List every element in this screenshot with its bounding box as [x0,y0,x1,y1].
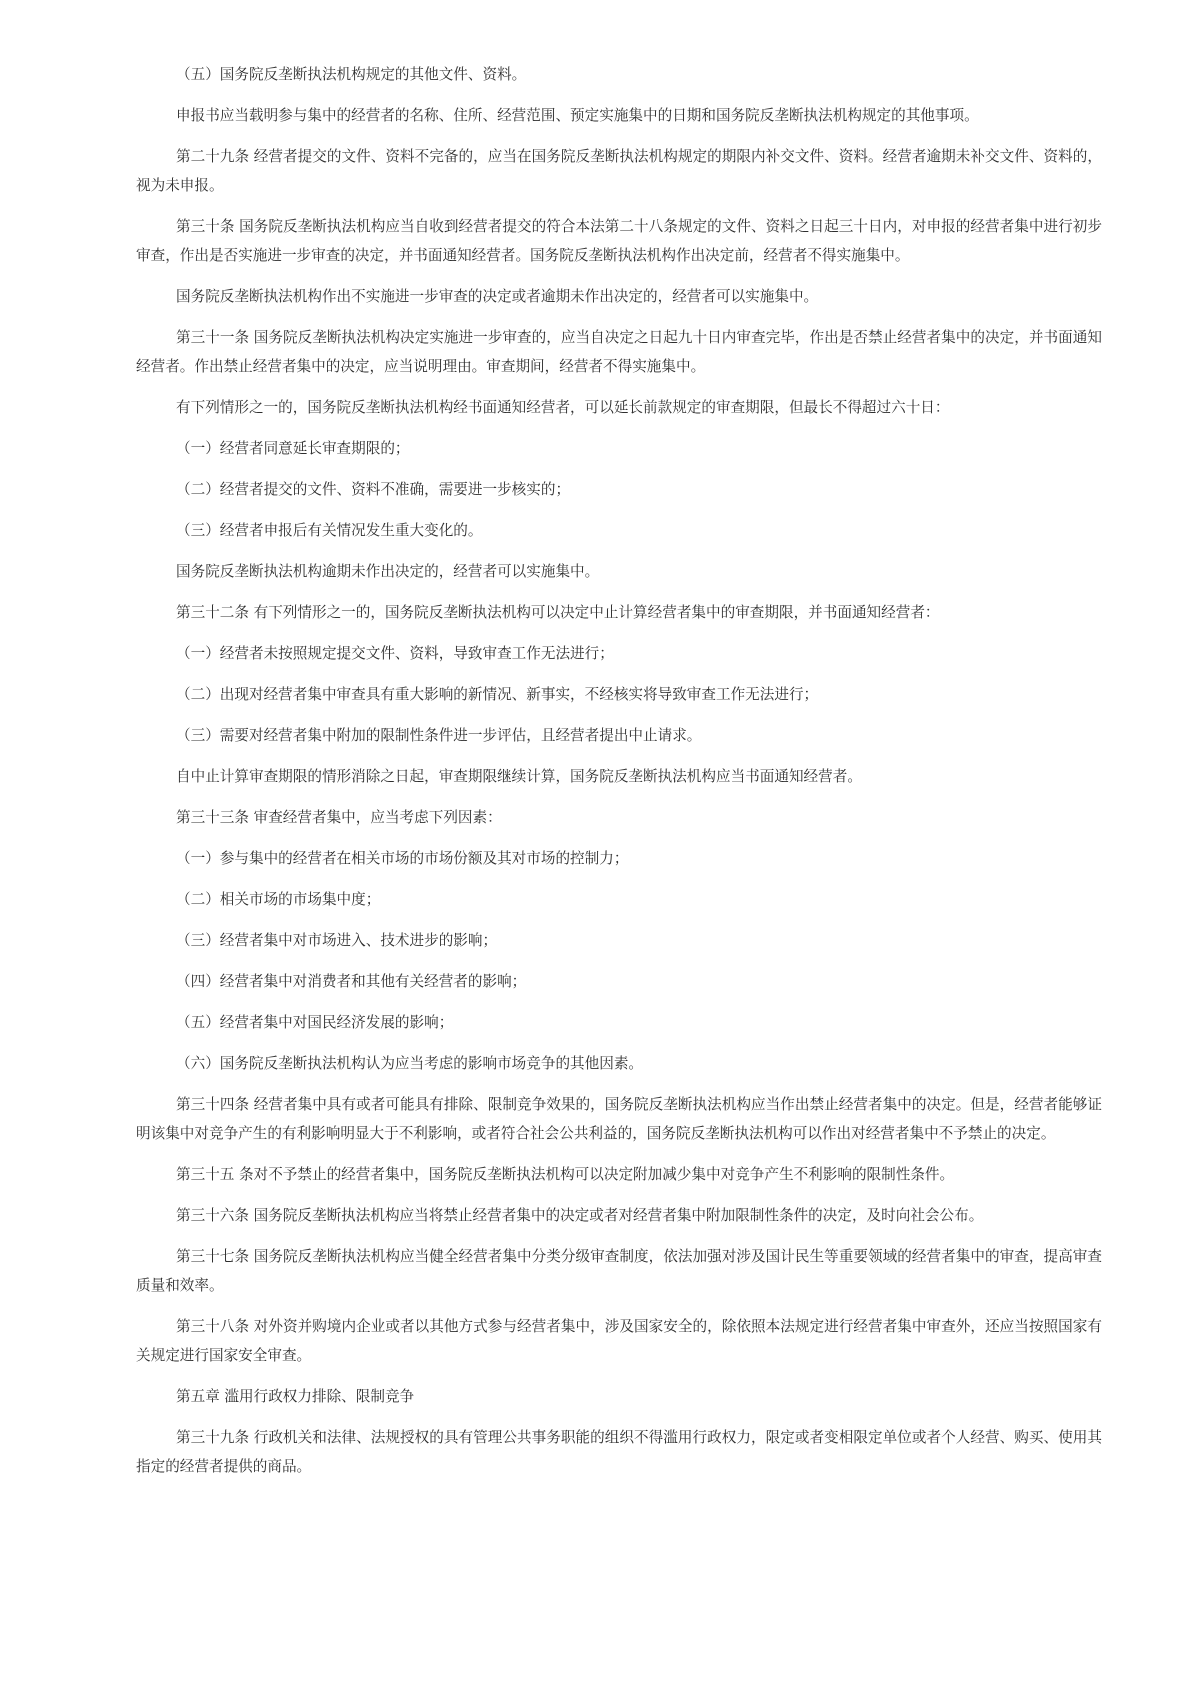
paragraph-article-31-3: 国务院反垄断执法机构逾期未作出决定的，经营者可以实施集中。 [176,563,600,580]
chapter-5-heading: 第五章 滥用行政权力排除、限制竞争 [176,1388,415,1405]
list-item-33-4: （四）经营者集中对消费者和其他有关经营者的影响； [176,973,527,990]
paragraph-article-31-2: 有下列情形之一的，国务院反垄断执法机构经书面通知经营者，可以延长前款规定的审查期限，但最长不得超过六十日： [176,399,950,416]
list-item-31-3: （三）经营者申报后有关情况发生重大变化的。 [176,522,483,539]
list-item-33-6: （六）国务院反垄断执法机构认为应当考虑的影响市场竞争的其他因素。 [176,1055,644,1072]
list-item-33-1: （一）参与集中的经营者在相关市场的市场份额及其对市场的控制力； [176,850,629,867]
article-39: 第三十九条 行政机关和法律、法规授权的具有管理公共事务职能的组织不得滥用行政权力，限定或者变相限定单位或者个人经营、购买、使用其指定的经营者提供的商品。 [136,1429,1102,1475]
list-item-32-3: （三）需要对经营者集中附加的限制性条件进一步评估，且经营者提出中止请求。 [176,727,702,744]
article-36: 第三十六条 国务院反垄断执法机构应当将禁止经营者集中的决定或者对经营者集中附加限制性条件的决定，及时向社会公布。 [176,1207,984,1224]
article-32: 第三十二条 有下列情形之一的，国务院反垄断执法机构可以决定中止计算经营者集中的审查期限，并书面通知经营者： [176,604,940,621]
paragraph-article-30-2: 国务院反垄断执法机构作出不实施进一步审查的决定或者逾期未作出决定的，经营者可以实施集中。 [176,288,819,305]
paragraph-article-32-2: 自中止计算审查期限的情形消除之日起，审查期限继续计算，国务院反垄断执法机构应当书面通知经营者。 [176,768,862,785]
list-item-33-5: （五）经营者集中对国民经济发展的影响； [176,1014,454,1031]
list-item-33-3: （三）经营者集中对市场进入、技术进步的影响； [176,932,498,949]
article-38: 第三十八条 对外资并购境内企业或者以其他方式参与经营者集中，涉及国家安全的，除依照本法规定进行经营者集中审查外，还应当按照国家有关规定进行国家安全审查。 [136,1318,1102,1364]
paragraph-declaration-contents: 申报书应当载明参与集中的经营者的名称、住所、经营范围、预定实施集中的日期和国务院反垄断执法机构规定的其他事项。 [176,107,979,124]
article-37: 第三十七条 国务院反垄断执法机构应当健全经营者集中分类分级审查制度，依法加强对涉及国计民生等重要领域的经营者集中的审查，提高审查质量和效率。 [136,1248,1102,1294]
list-item-31-2: （二）经营者提交的文件、资料不准确，需要进一步核实的； [176,481,571,498]
article-35: 第三十五 条对不予禁止的经营者集中，国务院反垄断执法机构可以决定附加减少集中对竞争产生不利影响的限制性条件。 [176,1166,955,1183]
list-item-31-1: （一）经营者同意延长审查期限的； [176,440,410,457]
article-31: 第三十一条 国务院反垄断执法机构决定实施进一步审查的，应当自决定之日起九十日内审查完毕，作出是否禁止经营者集中的决定，并书面通知经营者。作出禁止经营者集中的决定，应当说明理由。审查期间，经营者不得实施集中。 [136,329,1102,375]
list-item-32-2: （二）出现对经营者集中审查具有重大影响的新情况、新事实，不经核实将导致审查工作无法进行； [176,686,819,703]
article-30: 第三十条 国务院反垄断执法机构应当自收到经营者提交的符合本法第二十八条规定的文件、资料之日起三十日内，对申报的经营者集中进行初步审查，作出是否实施进一步审查的决定，并书面通知经营者。国务院反垄断执法机构作出决定前，经营者不得实施集中。 [136,218,1102,264]
list-item-32-1: （一）经营者未按照规定提交文件、资料，导致审查工作无法进行； [176,645,614,662]
article-34: 第三十四条 经营者集中具有或者可能具有排除、限制竞争效果的，国务院反垄断执法机构应当作出禁止经营者集中的决定。但是，经营者能够证明该集中对竞争产生的有利影响明显大于不利影响，或者符合社会公共利益的，国务院反垄断执法机构可以作出对经营者集中不予禁止的决定。 [136,1096,1102,1142]
article-29: 第二十九条 经营者提交的文件、资料不完备的，应当在国务院反垄断执法机构规定的期限内补交文件、资料。经营者逾期未补交文件、资料的，视为未申报。 [136,148,1102,194]
document-body [136,60,1102,1493]
list-item-33-2: （二）相关市场的市场集中度； [176,891,381,908]
article-33: 第三十三条 审查经营者集中，应当考虑下列因素： [176,809,502,826]
list-item-5-documents: （五）国务院反垄断执法机构规定的其他文件、资料。 [176,66,527,83]
